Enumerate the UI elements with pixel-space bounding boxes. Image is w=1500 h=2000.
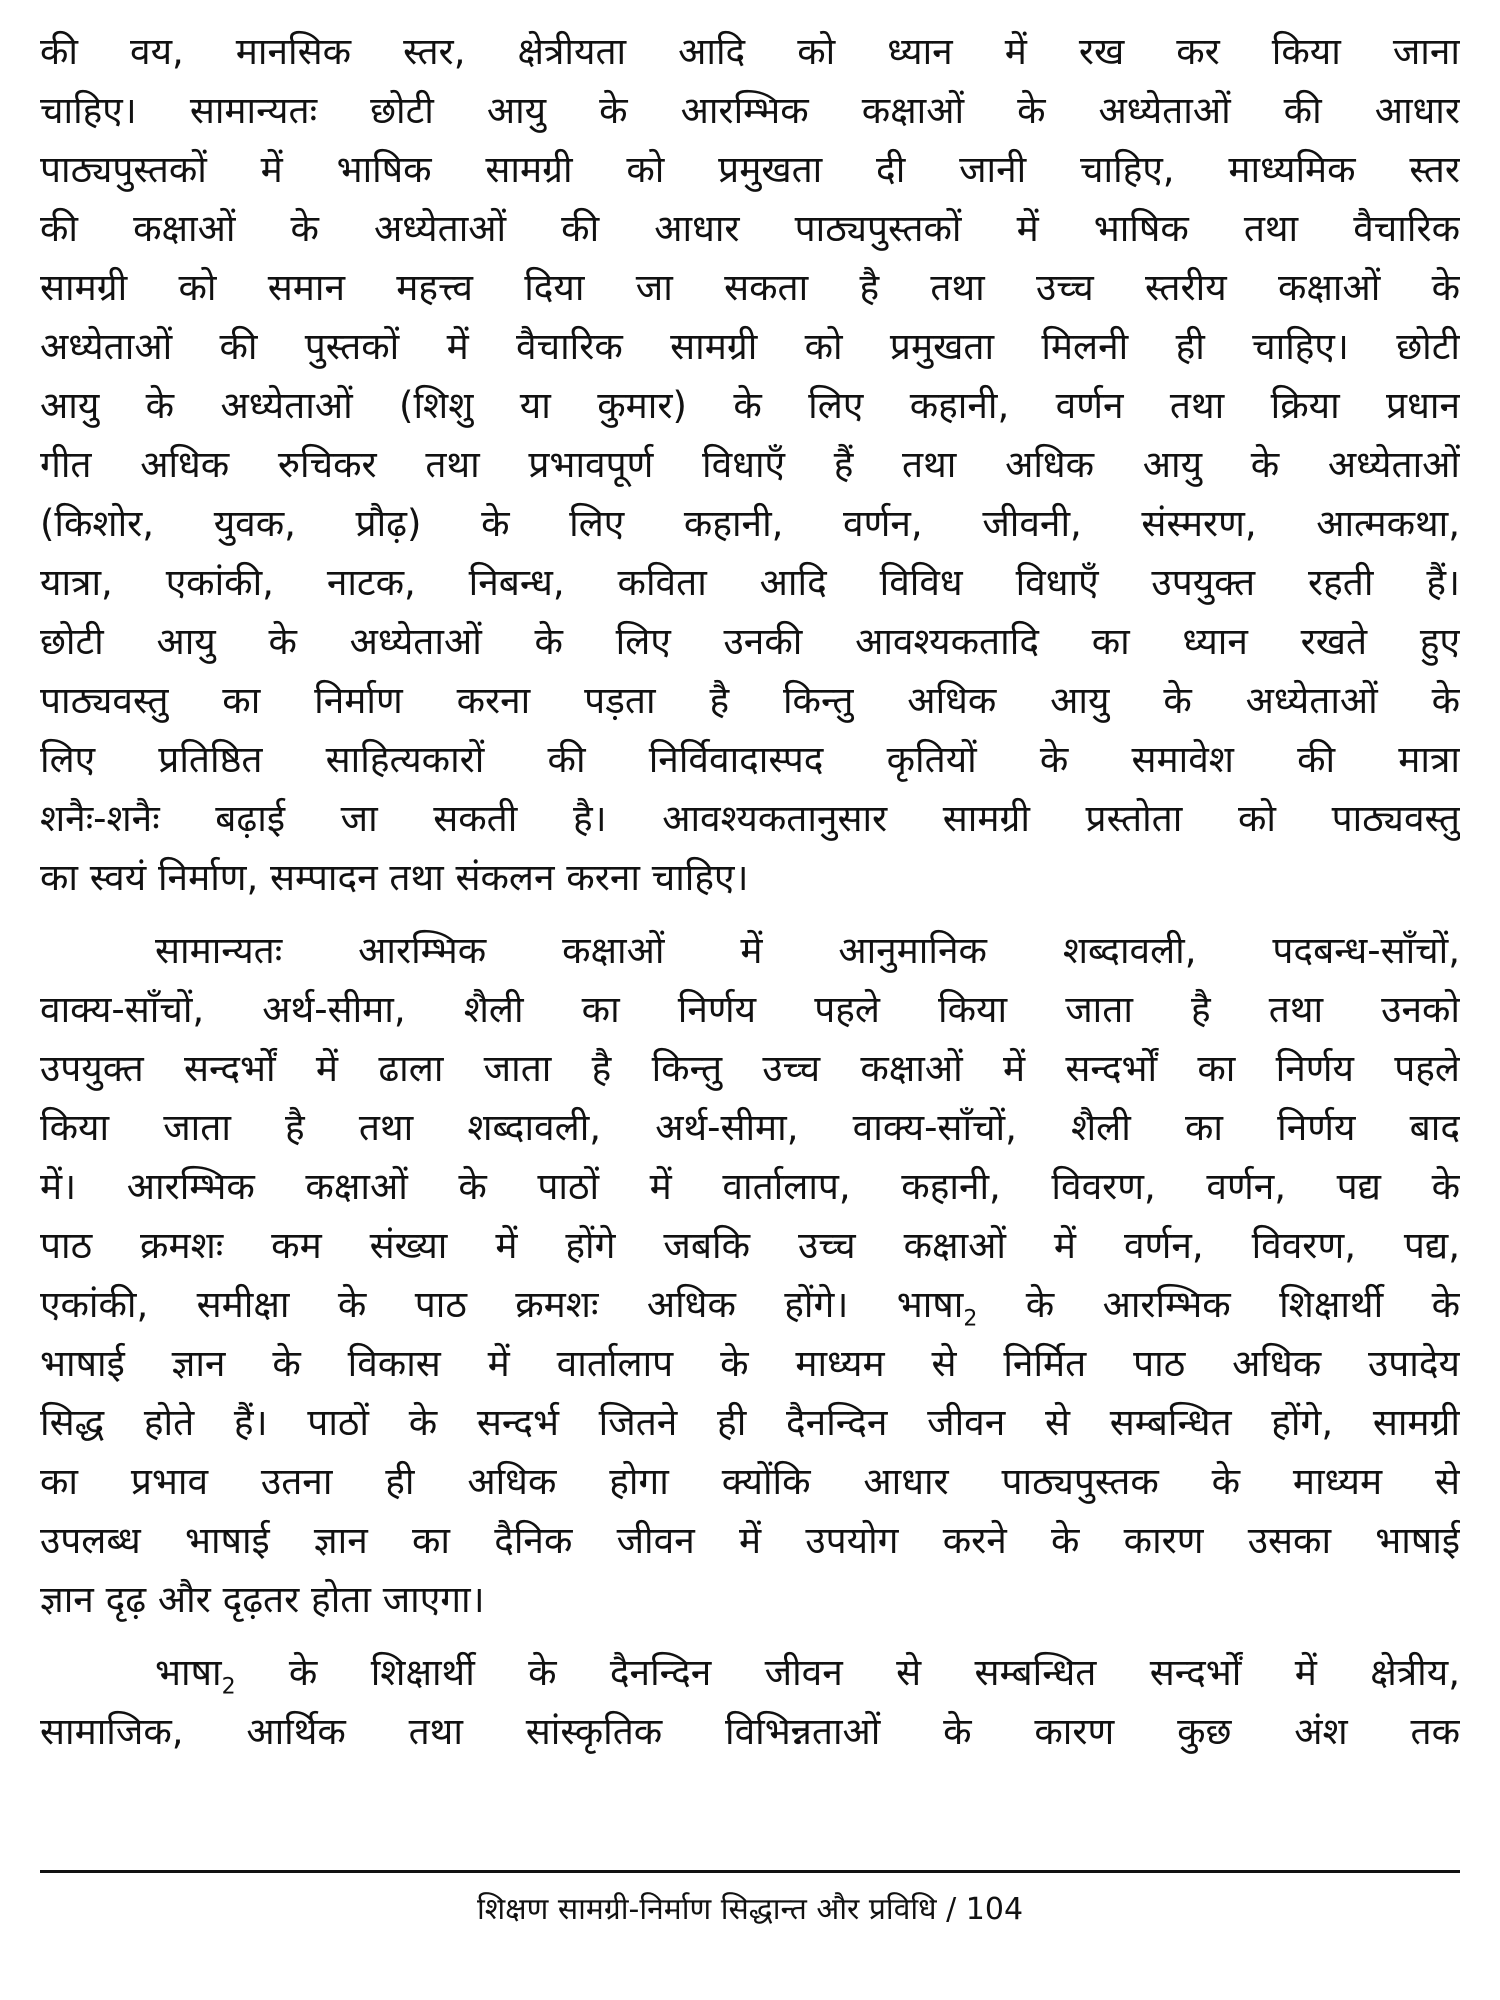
footer-divider [40, 1870, 1460, 1873]
text-line: गीत अधिक रुचिकर तथा प्रभावपूर्ण विधाएँ हैं तथा अधिक आयु के अध्येताओं [40, 443, 1460, 486]
text-line: सामान्यतः आरम्भिक कक्षाओं में आनुमानिक शब्दावली, पदबन्ध-साँचों, [155, 929, 1460, 972]
text-segment: एकांकी, समीक्षा के पाठ क्रमशः अधिक होंगे। भाषा [40, 1283, 964, 1326]
text-line: (किशोर, युवक, प्रौढ़) के लिए कहानी, वर्णन, जीवनी, संस्मरण, आत्मकथा, [40, 502, 1460, 545]
page-footer: शिक्षण सामग्री-निर्माण सिद्धान्त और प्रविधि / 104 [476, 1892, 1024, 1927]
text-line: किया जाता है तथा शब्दावली, अर्थ-सीमा, वाक्य-साँचों, शैली का निर्णय बाद [40, 1106, 1460, 1149]
text-line: भाषाई ज्ञान के विकास में वार्तालाप के माध्यम से निर्मित पाठ अधिक उपादेय [40, 1342, 1460, 1385]
text-line [40, 1643, 1460, 1702]
text-line: का प्रभाव उतना ही अधिक होगा क्योंकि आधार पाठ्यपुस्तक के माध्यम से [40, 1460, 1460, 1503]
subscript: 2 [221, 1674, 236, 1700]
text-line: उपयुक्त सन्दर्भों में ढाला जाता है किन्तु उच्च कक्षाओं में सन्दर्भों का निर्णय पहले [40, 1047, 1460, 1090]
text-line: लिए प्रतिष्ठित साहित्यकारों की निर्विवादास्पद कृतियों के समावेश की मात्रा [40, 738, 1460, 781]
text-line: सामाजिक, आर्थिक तथा सांस्कृतिक विभिन्नताओं के कारण कुछ अंश तक [40, 1710, 1460, 1753]
text-line [40, 1275, 1460, 1334]
page [40, 22, 1460, 1972]
text-line: का स्वयं निर्माण, सम्पादन तथा संकलन करना चाहिए। [40, 856, 749, 899]
text-line: यात्रा, एकांकी, नाटक, निबन्ध, कविता आदि विविध विधाएँ उपयुक्त रहती हैं। [40, 561, 1460, 604]
text-line: चाहिए। सामान्यतः छोटी आयु के आरम्भिक कक्षाओं के अध्येताओं की आधार [40, 89, 1460, 132]
body-text [40, 22, 1460, 1761]
text-line: आयु के अध्येताओं (शिशु या कुमार) के लिए कहानी, वर्णन तथा क्रिया प्रधान [40, 384, 1460, 427]
text-segment: के आरम्भिक शिक्षार्थी के [977, 1283, 1460, 1326]
text-line: वाक्य-साँचों, अर्थ-सीमा, शैली का निर्णय पहले किया जाता है तथा उनको [40, 988, 1460, 1031]
text-segment: भाषा [155, 1651, 222, 1694]
paragraph-2 [40, 921, 1460, 1629]
text-line: पाठ क्रमशः कम संख्या में होंगे जबकि उच्च कक्षाओं में वर्णन, विवरण, पद्य, [40, 1224, 1460, 1267]
text-line: अध्येताओं की पुस्तकों में वैचारिक सामग्री को प्रमुखता मिलनी ही चाहिए। छोटी [40, 325, 1460, 368]
text-line: पाठ्यवस्तु का निर्माण करना पड़ता है किन्तु अधिक आयु के अध्येताओं के [40, 679, 1460, 722]
text-line: पाठ्यपुस्तकों में भाषिक सामग्री को प्रमुखता दी जानी चाहिए, माध्यमिक स्तर [40, 148, 1460, 191]
text-segment: के शिक्षार्थी के दैनन्दिन जीवन से सम्बन्धित सन्दर्भों में क्षेत्रीय, [235, 1651, 1460, 1694]
text-line: ज्ञान दृढ़ और दृढ़तर होता जाएगा। [40, 1578, 485, 1621]
text-line: उपलब्ध भाषाई ज्ञान का दैनिक जीवन में उपयोग करने के कारण उसका भाषाई [40, 1519, 1460, 1562]
subscript: 2 [963, 1306, 978, 1332]
paragraph-3 [40, 1643, 1460, 1761]
text-line: सिद्ध होते हैं। पाठों के सन्दर्भ जितने ही दैनन्दिन जीवन से सम्बन्धित होंगे, सामग्री [40, 1401, 1460, 1444]
text-line: की वय, मानसिक स्तर, क्षेत्रीयता आदि को ध्यान में रख कर किया जाना [40, 30, 1460, 73]
text-line: शनैः-शनैः बढ़ाई जा सकती है। आवश्यकतानुसार सामग्री प्रस्तोता को पाठ्यवस्तु [40, 797, 1460, 840]
paragraph-1 [40, 22, 1460, 907]
text-line: छोटी आयु के अध्येताओं के लिए उनकी आवश्यकतादि का ध्यान रखते हुए [40, 620, 1460, 663]
text-line: सामग्री को समान महत्त्व दिया जा सकता है तथा उच्च स्तरीय कक्षाओं के [40, 266, 1460, 309]
text-line: की कक्षाओं के अध्येताओं की आधार पाठ्यपुस्तकों में भाषिक तथा वैचारिक [40, 207, 1460, 250]
text-line: में। आरम्भिक कक्षाओं के पाठों में वार्तालाप, कहानी, विवरण, वर्णन, पद्य के [40, 1165, 1460, 1208]
